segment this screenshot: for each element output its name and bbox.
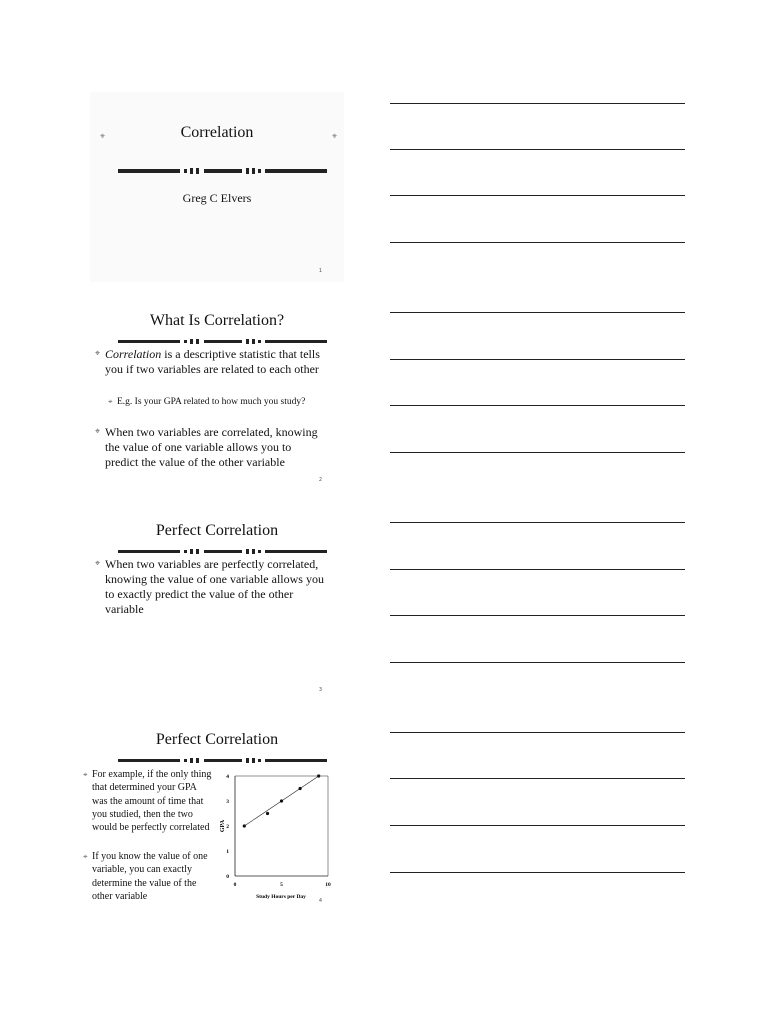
note-line [390,569,685,570]
slide-3 [90,513,344,703]
note-line [390,825,685,826]
note-line [390,452,685,453]
y-tick-label: 3 [226,799,229,805]
sub-bullet-text: E.g. Is your GPA related to how much you study? [117,397,306,407]
crosshair-icon: ⌖ [100,132,106,142]
bullet-item [83,850,214,903]
slide-2 [90,303,344,493]
bullet-icon: ⌖ [83,770,88,779]
note-line [390,149,685,150]
slide-number: 4 [318,898,322,904]
x-tick-label: 0 [233,882,237,888]
note-line [390,312,685,313]
x-tick-labels [234,882,331,888]
slide-number: 2 [318,477,322,483]
y-tick-label: 0 [226,874,229,880]
slide-number: 3 [318,687,322,693]
y-tick-label: 1 [226,849,229,855]
bullet-item [83,768,212,834]
y-axis-label: GPA [220,819,226,833]
term-correlation: Correlation [105,347,162,361]
bullet-item [95,425,327,470]
title-divider [118,339,327,344]
slide-1 [90,92,344,282]
bullet-icon: ⌖ [108,397,113,406]
title-divider [118,758,327,763]
slide-4 [83,722,344,912]
data-point [317,774,320,777]
y-tick-label: 4 [226,774,229,780]
sub-bullet-item [108,396,317,408]
note-line [390,615,685,616]
crosshair-icon: ⌖ [332,132,338,142]
bullet-icon: ⌖ [83,852,88,861]
title-divider [118,168,327,174]
slide-title: Perfect Correlation [155,731,279,748]
y-tick-labels [226,774,229,880]
x-axis-label: Study Hours per Day [256,894,306,900]
bullet-text: If you know the value of one variable, you can exactly determine the value of the other variable [92,851,208,902]
bullet-icon: ⌖ [95,427,101,437]
data-points [243,774,321,827]
note-line [390,195,685,196]
data-point [280,799,283,802]
bullet-text: When two variables are perfectly correlated, knowing the value of one variable allows you to exactly predict the value of the other variable [105,557,324,616]
author-name: Greg C Elvers [182,191,252,205]
bullet-text: When two variables are correlated, knowing the value of one variable allows you to predict the value of the other variable [105,425,318,469]
x-tick-label: 5 [280,882,283,888]
note-line [390,359,685,360]
note-line [390,778,685,779]
bullet-icon: ⌖ [95,559,101,569]
x-tick-label: 10 [325,882,331,888]
data-point [243,824,246,827]
note-line [390,522,685,523]
bullet-icon: ⌖ [95,349,101,359]
data-point [266,812,269,815]
data-point [299,787,302,790]
bullet-item [95,557,327,617]
bullet-text: is a descriptive statistic that tells you if two variables are related to each other [105,347,320,376]
slide-title: Perfect Correlation [155,522,279,539]
slide-title: What Is Correlation? [149,312,285,329]
note-line [390,732,685,733]
bullet-text: For example, if the only thing that determined your GPA was the amount of time that you studied, then the two would be perfectly correlated [92,769,212,834]
y-tick-label: 2 [226,824,229,830]
slide-number: 1 [318,268,322,274]
note-line [390,103,685,104]
note-line [390,662,685,663]
bullet-item [95,347,323,377]
scatter-chart [218,770,338,906]
note-line [390,242,685,243]
slide-title: Correlation [180,124,254,141]
note-line [390,872,685,873]
note-line [390,405,685,406]
title-divider [118,549,327,554]
